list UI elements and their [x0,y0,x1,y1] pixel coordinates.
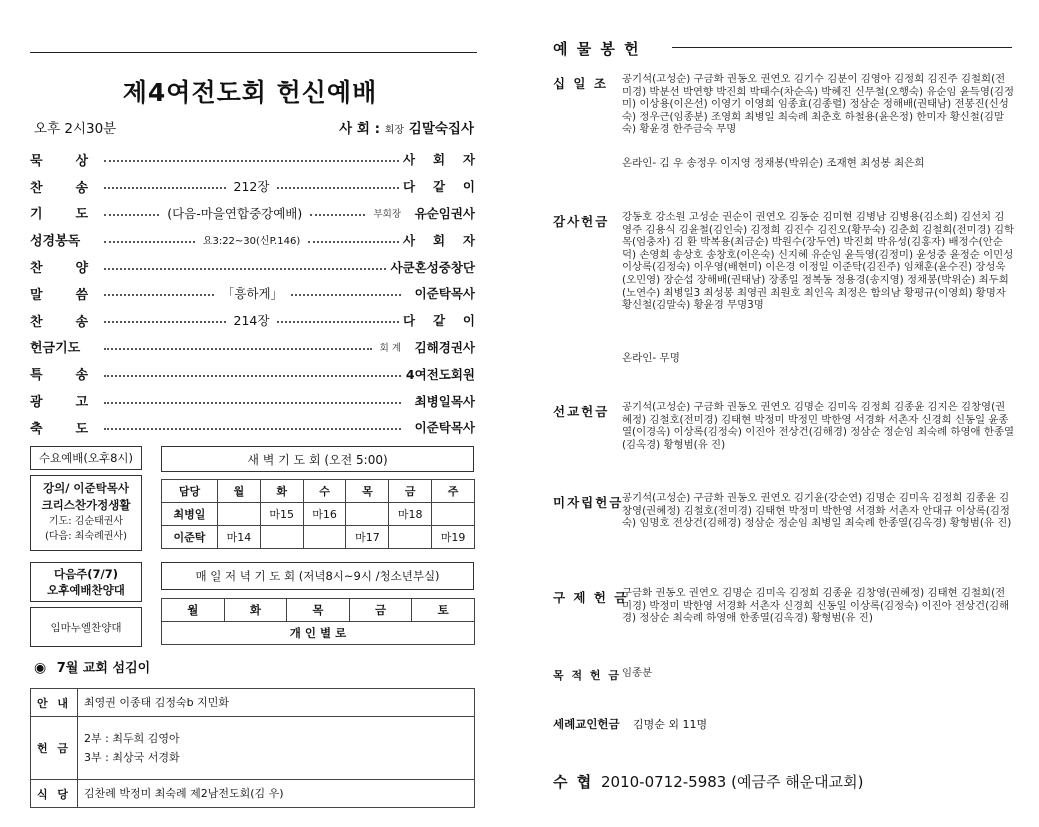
order-value-part: 회 [432,152,446,168]
order-label-part: 양 [75,261,88,277]
dawn-cell [218,503,261,526]
evening-day-cell: 목 [287,599,350,622]
leader-dots [104,294,214,296]
order-value: 이준탁목사 [414,420,475,436]
dawn-header-cell: 담당 [162,480,218,503]
bullet-circle-icon: ◉ [34,660,47,676]
missionary-names: 공기석(고성순) 구금화 권동오 권연오 김기윤(강순연) 김명순 김미옥 김정희 김종윤 김창영(권혜정) 김철호(전미경) 김태현 박정미 박한영 서경화 서촌자 안대규 이상록(김정숙) 임명호 전상건(김해경) 정삼순 정순임 최병일 최숙례 한종열(김옥경) 황형범(유 진) [622,492,1012,530]
evening-day-cell: 금 [349,599,412,622]
order-fill [100,232,403,247]
order-fill [100,266,390,268]
bank-label: 수 협 [553,773,594,791]
dawn-row [162,503,475,526]
leader-dots [277,187,399,189]
service-time: 오후 2시30분 [34,121,117,137]
evening-day-cell: 화 [224,599,287,622]
order-label: 헌금기도 [30,341,81,357]
order-value-part: 자 [462,232,475,248]
lecture-title1: 강의/ 이준탁목사 [43,481,129,495]
order-row [30,200,475,227]
order-row [30,387,475,414]
order-label-part: 송 [75,368,88,384]
order-label [30,311,88,330]
order-label [30,203,88,222]
evening-days-row [162,599,475,622]
service-title: 7월 교회 섬김이 [56,661,151,676]
next-week-box [30,562,142,602]
dawn-prayer-title: 새 벽 기 도 회 (오전 5:00) [161,446,474,472]
evening-day-cell: 월 [162,599,225,622]
service-names [78,717,475,780]
leader-dots [104,321,226,323]
order-value [403,231,475,249]
baptized-label: 세례교인헌금 [553,717,620,731]
order-value-part: 사 [403,152,416,168]
dawn-cell [432,503,475,526]
order-row [30,173,475,200]
order-value: 이준탁목사 [414,286,475,302]
next-week-line1: 다음주(7/7) [53,567,119,581]
order-label-part: 찬 [30,314,43,330]
evening-prayer-table [161,598,475,645]
lecture-line1: 기도: 김순태권사 [48,516,124,527]
service-role: 식 당 [31,780,78,808]
order-fill [100,204,405,222]
service-names [78,689,475,717]
order-note: 부회장 [373,208,402,220]
dawn-cell: 마19 [432,526,475,549]
service-line: 최영권 이종태 김정숙b 지민화 [84,696,229,709]
order-value-part: 이 [462,179,475,195]
leader-dots [291,294,401,296]
purpose-names: 임종분 [622,667,653,679]
order-row [30,360,475,387]
order-fill [100,311,403,329]
order-label [30,150,88,169]
order-value [403,150,475,168]
order-label [30,257,88,276]
evening-personal-cell: 개 인 별 로 [162,622,475,645]
order-row [30,334,475,361]
order-label-part: 기 [30,207,43,223]
mission-names: 공기석(고성순) 구금화 권동오 권연오 김명순 김미옥 김정희 김종윤 김지은 김창영(권혜정) 김철호(전미경) 김태현 박정미 박정민 박한영 서경화 서촌자 신경희 신동일 윤종열(이경옥) 이상록(김정숙) 이진아 전상건(김해경) 정삼순 정순임 최숙례 하영애 한종열(김옥경) 황형범(유 진) [622,401,1015,451]
order-value: 최병일목사 [414,393,475,409]
dawn-cell: 최병일 [162,503,218,526]
presider [339,117,474,137]
order-value [403,177,475,195]
service-names [78,780,475,808]
leader-dots [104,214,159,216]
service-line: 3부 : 최상국 서경화 [84,751,180,764]
dawn-cell: 마18 [389,503,432,526]
order-note: 회 계 [379,342,401,354]
dawn-prayer-table [161,479,475,549]
tithe-label: 십 일 조 [553,76,608,91]
presider-name: 김말숙집사 [408,121,474,137]
choir-box: 임마누엘찬양대 [30,607,142,647]
top-rule [30,52,477,53]
order-row [30,307,475,334]
order-value-part: 다 [403,179,416,195]
service-row [31,717,475,780]
order-fill [100,340,405,354]
leader-dots [104,402,401,404]
order-label-part: 광 [30,395,43,411]
dawn-cell: 마17 [346,526,389,549]
dawn-cell [346,503,389,526]
tithe-names: 공기석(고성순) 구금화 권동오 권연오 김기수 김분이 김영아 김정희 김진주 김철희(전미경) 박분선 박연향 박진희 박태수(차순옥) 박혜진 신무철(오행숙) 유순임 윤득영(김정미) 이상용(이은선) 이영기 이영희 임종효(김종렬) 정삼순 정해배(권태남) 전봉진(신성숙) 정우근(임종분) 조영희 최병일 최숙례 최춘호 하철용(윤은정) 한미자 황신철(김말숙) 황윤경 한주금숙 무명 [622,73,1015,136]
order-label-part: 고 [75,395,88,411]
order-fill [100,158,403,160]
presider-role: 회장 [384,125,405,136]
order-value-part: 다 [403,313,416,329]
service-line: 2부 : 최두희 김영아 [84,732,180,745]
order-label-part: 찬 [30,261,43,277]
dawn-cell [260,526,303,549]
service-row [31,689,475,717]
service-role: 헌 금 [31,717,78,780]
leader-dots [308,241,399,243]
page-title: 제4여전도회 헌신예배 [122,78,378,107]
order-value-part: 같 [432,313,446,329]
order-label-part: 도 [75,207,88,223]
offering-heading: 예 물 봉 헌 [553,40,641,58]
dawn-cell: 마15 [260,503,303,526]
order-row [30,226,475,253]
order-row [30,253,475,280]
dawn-header-row [162,480,475,503]
order-label-part: 특 [30,368,43,384]
order-label-part: 축 [30,421,43,437]
dawn-cell: 마14 [218,526,261,549]
service-heading [34,657,150,676]
order-fill [100,400,405,402]
order-label-part: 말 [30,287,43,303]
order-detail: 「흥하게」 [221,286,284,302]
dawn-cell: 마16 [303,503,346,526]
leader-dots [104,187,226,189]
order-value-part: 이 [462,313,475,329]
leader-dots [104,160,399,162]
order-label [30,284,88,303]
leader-dots [104,268,386,270]
order-label [30,418,88,437]
order-detail: (다음-마을연합중강예배) [167,205,303,221]
service-role: 안 내 [31,689,78,717]
service-table [30,688,475,808]
order-row [30,146,475,173]
thanks-names: 강동호 강소원 고성순 권순이 권연오 김동순 김미현 김병남 김병용(김소희) 김선치 김영주 김용식 김윤철(김인숙) 김정희 김진수 김진오(황무숙) 김춘희 김철희(전미경) 김학목(엄충자) 김 환 박복용(최금순) 박원수(장두연) 박진희 박유성(김홍자) 배정수(안순덕) 손영희 송상호 송창호(이은숙) 신지혜 유순임 윤득영(김정미) 윤성중 윤정순 이민성 이상록(김정숙) 이우영(배현미) 이은경 이정일 이준탁(김진주) 임채훈(윤수진) 장성욱(오민영) 장순섭 장해배(권태남) 장종일 정복동 정용경(송지영) 정채봉(박위순) 최두희(노연수) 최병일3 최성봉 최영권 최원호 최인옥 최정은 함의남 황평규(이영희) 황명자 황신철(김말숙) 황윤경 무명3명 [622,211,1015,312]
lecture-line2: (다음: 최숙례권사) [45,531,127,542]
order-label [30,391,88,410]
order-fill [100,373,405,375]
service-row [31,780,475,808]
order-label [30,364,88,383]
dawn-header-cell: 주 [432,480,475,503]
thanks-online: 온라인- 무명 [622,352,680,364]
dawn-header-cell: 수 [303,480,346,503]
order-label [30,177,88,196]
order-detail: 요3:22~30(신P.146) [202,236,301,248]
order-label-part: 도 [75,421,88,437]
dawn-cell: 이준탁 [162,526,218,549]
order-detail: 212장 [233,179,270,195]
order-label-part: 송 [75,180,88,196]
order-value: 사쿤혼성중창단 [390,259,475,275]
order-value: 유순임권사 [414,205,475,221]
dawn-row [162,526,475,549]
leader-dots [310,214,365,216]
service-line: 김찬례 박정미 최숙례 제2남전도회(김 우) [84,787,284,800]
dawn-cell [303,526,346,549]
lecture-title2: 크리스찬가정생활 [41,498,131,512]
dawn-header-cell: 목 [346,480,389,503]
missionary-label: 미자립헌금 [553,495,624,510]
purpose-label: 목 적 헌 금 [553,669,621,682]
order-label-part: 씀 [75,287,88,303]
order-label-part: 찬 [30,180,43,196]
order-label-part: 묵 [30,153,43,169]
order-label-part: 송 [75,314,88,330]
order-label-part: 상 [75,153,88,169]
heading-rule [672,47,1012,48]
order-row [30,280,475,307]
order-value: 4여전도회원 [405,366,475,382]
wed-service: 수요예배(오후8시) [30,446,142,470]
worship-order [30,146,475,441]
dawn-header-cell: 화 [260,480,303,503]
order-fill [100,177,403,195]
order-value: 김해경권사 [414,339,475,355]
order-fill [100,426,405,428]
leader-dots [104,241,195,243]
order-value-part: 같 [432,179,446,195]
relief-names: 구금화 권동오 권연오 김명순 김미옥 김정희 김종윤 김창영(권혜정) 김태현 김철희(전미경) 박정미 박한영 서경화 서촌자 신경희 신동일 이상록(김정숙) 이진아 전상건(김해경) 정삼순 최숙례 하영애 한종열(김옥경) 황형범(유 진) [622,587,1010,625]
baptized-names: 김명순 외 11명 [633,718,708,731]
evening-day-cell: 토 [412,599,475,622]
dawn-header-cell: 금 [389,480,432,503]
mission-label: 선교헌금 [553,404,610,419]
order-value [403,311,475,329]
order-fill [100,284,405,302]
dawn-cell [389,526,432,549]
evening-personal-row [162,622,475,645]
order-label: 성경봉독 [30,234,81,250]
order-detail: 214장 [233,313,270,329]
leader-dots [104,348,372,350]
tithe-online: 온라인- 김 우 송정우 이지영 정채봉(박위순) 조재현 최성봉 최은희 [622,157,925,169]
thanks-label: 감사헌금 [553,214,610,229]
order-value-part: 사 [403,232,416,248]
presider-label: 사 회 : [339,121,381,137]
lecture-box [30,475,142,551]
leader-dots [104,428,401,430]
order-value-part: 자 [462,152,475,168]
next-week-line2: 오후예배찬양대 [47,583,125,597]
dawn-header-cell: 월 [218,480,261,503]
order-value-part: 회 [432,232,446,248]
leader-dots [104,375,401,377]
leader-dots [277,321,399,323]
order-row [30,414,475,441]
evening-prayer-title: 매 일 저 녁 기 도 회 (저녁8시~9시 /청소년부실) [161,562,474,590]
bank-account: 2010-0712-5983 (예금주 해운대교회) [601,773,864,791]
relief-label: 구 제 헌 금 [553,590,629,605]
